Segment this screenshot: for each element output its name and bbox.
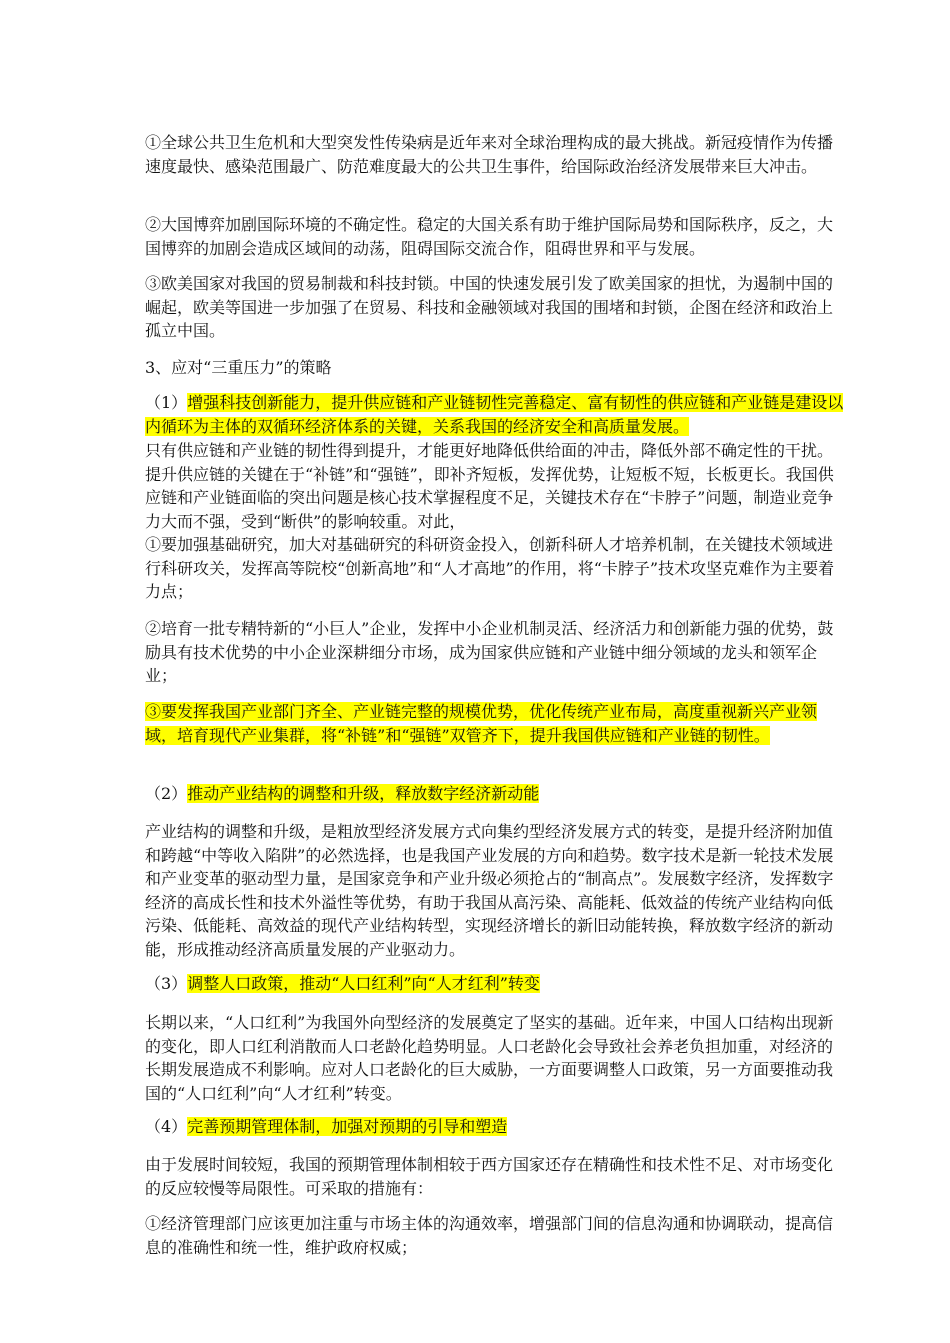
paragraph-global-health-crisis: ①全球公共卫生危机和大型突发性传染病是近年来对全球治理构成的最大挑战。新冠疫情作为传播速度最快、感染范围最广、防范难度最大的公共卫生事件，给国际政治经济发展带来巨大冲击。: [145, 133, 834, 176]
section-3-body: 长期以来，“人口红利”为我国外向型经济的发展奠定了坚实的基础。近年来，中国人口结构出现新的变化，即人口红利消散而人口老龄化趋势明显。人口老龄化会导致社会养老负担加重，对经济的长期发展造成不利影响。应对人口老龄化的巨大威胁，一方面要调整人口政策，另一方面要推动我国的“人口红利”向“人才红利”转变。: [145, 1013, 834, 1103]
section-3-number: （3）: [145, 974, 188, 993]
section-1-highlight: 增强科技创新能力，提升供应链和产业链韧性完善稳定、富有韧性的供应链和产业链是建设以内循环为主体的双循环经济体系的关键，关系我国的经济安全和高质量发展。: [145, 393, 844, 436]
section-2-body: 产业结构的调整和升级，是粗放型经济发展方式向集约型经济发展方式的转变，是提升经济附加值和跨越“中等收入陷阱”的必然选择，也是我国产业发展的方向和趋势。数字技术是新一轮技术发展和产业变革的驱动型力量，是国家竞争和产业升级必须抢占的“制高点”。发展数字经济，发挥数字经济的高成长性和技术外溢性等优势，有助于我国从高污染、高能耗、低效益的传统产业结构向低污染、低能耗、高效益的现代产业结构转型，实现经济增长的新旧动能转换，释放数字经济的新动能，形成推动经济高质量发展的产业驱动力。: [145, 822, 834, 959]
section-1-point-a: ①要加强基础研究，加大对基础研究的科研资金投入，创新科研人才培养机制，在关键技术领域进行科研攻关，发挥高等院校“创新高地”和“人才高地”的作用，将“卡脖子”技术攻坚克难作为主要着力点；: [145, 535, 835, 601]
paragraph-trade-sanctions: ③欧美国家对我国的贸易制裁和科技封锁。中国的快速发展引发了欧美国家的担忧，为遏制中国的崛起，欧美等国进一步加强了在贸易、科技和金融领域对我国的围堵和封锁，企图在经济和政治上孤立中国。: [145, 274, 834, 340]
section-1-number: （1）: [145, 393, 188, 412]
section-1-body: 只有供应链和产业链的韧性得到提升，才能更好地降低供给面的冲击，降低外部不确定性的干扰。提升供应链的关键在于“补链”和“强链”，即补齐短板，发挥优势，让短板不短，长板更长。我国供应链和产业链面临的突出问题是核心技术掌握程度不足，关键技术存在“卡脖子”问题，制造业竞争力大而不强，受到“断供”的影响较重。对此，: [145, 441, 834, 531]
section-2-title: 推动产业结构的调整和升级，释放数字经济新动能: [187, 784, 540, 803]
section-3-heading: [145, 972, 845, 996]
section-4-body: 由于发展时间较短，我国的预期管理体制相较于西方国家还存在精确性和技术性不足、对市场变化的反应较慢等局限性。可采取的措施有：: [145, 1155, 834, 1198]
paragraph-great-power-rivalry: ②大国博弈加剧国际环境的不确定性。稳定的大国关系有助于维护国际局势和国际秩序，反之，大国博弈的加剧会造成区域间的动荡，阻碍国际交流合作，阻碍世界和平与发展。: [145, 215, 834, 258]
section-1-intro: [145, 391, 845, 438]
section-4-number: （4）: [145, 1117, 188, 1136]
section-4-heading: [145, 1115, 845, 1139]
section-2-heading: [145, 782, 845, 806]
section-heading-strategies: 3、应对“三重压力”的策略: [145, 358, 332, 377]
section-2-number: （2）: [145, 784, 188, 803]
section-1-point-b: ②培育一批专精特新的“小巨人”企业，发挥中小企业机制灵活、经济活力和创新能力强的优势，鼓励具有技术优势的中小企业深耕细分市场，成为国家供应链和产业链中细分领域的龙头和领军企业；: [145, 619, 834, 685]
section-4-title: 完善预期管理体制，加强对预期的引导和塑造: [187, 1117, 508, 1136]
section-4-point-a: ①经济管理部门应该更加注重与市场主体的沟通效率，增强部门间的信息沟通和协调联动，提高信息的准确性和统一性，维护政府权威；: [145, 1214, 834, 1257]
section-1-point-c: [145, 700, 845, 747]
section-3-title: 调整人口政策，推动“人口红利”向“人才红利”转变: [187, 974, 540, 993]
section-1-point-c-highlight: ③要发挥我国产业部门齐全、产业链完整的规模优势，优化传统产业布局，高度重视新兴产业领域，培育现代产业集群，将“补链”和“强链”双管齐下，提升我国供应链和产业链的韧性。: [145, 702, 818, 745]
